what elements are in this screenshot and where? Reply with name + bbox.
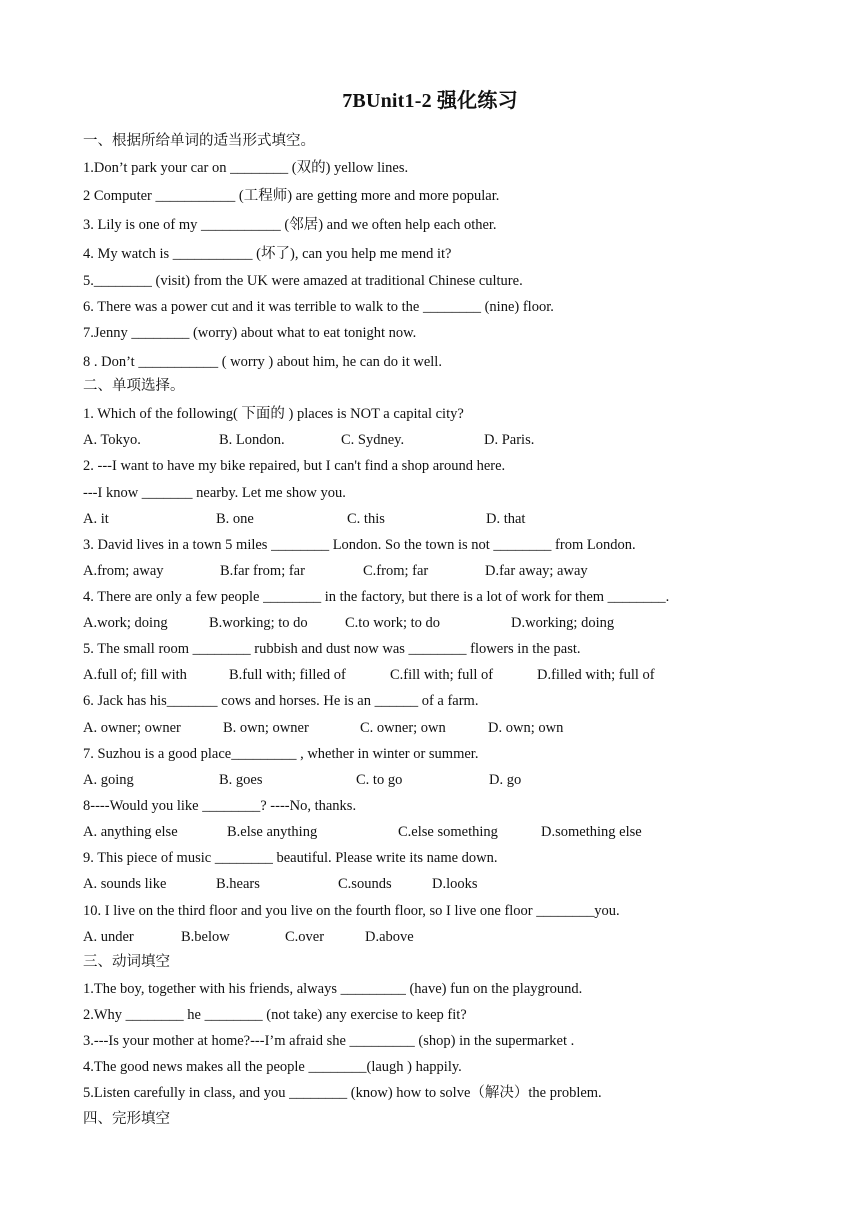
- section1-item-2: 2 Computer ___________ (工程师) are getting more and more popular.: [83, 188, 500, 204]
- question-7: 7. Suzhou is a good place_________ , whether in winter or summer.: [83, 746, 479, 762]
- option-b: B. London.: [219, 432, 285, 448]
- option-d: D.something else: [541, 824, 642, 840]
- section3-item-5: 5.Listen carefully in class, and you ________ (know) how to solve（解决）the problem.: [83, 1085, 602, 1101]
- option-d: D.filled with; full of: [537, 667, 655, 683]
- option-c: C. owner; own: [360, 720, 446, 736]
- section1-item-5: 5.________ (visit) from the UK were amazed at traditional Chinese culture.: [83, 273, 523, 289]
- question-1: 1. Which of the following( 下面的 ) places is NOT a capital city?: [83, 406, 464, 422]
- option-d: D.working; doing: [511, 615, 615, 631]
- option-b: B.working; to do: [209, 615, 308, 631]
- option-b: B.else anything: [227, 824, 318, 840]
- option-b: B.hears: [216, 876, 260, 892]
- option-d: D.above: [365, 929, 414, 945]
- section2-heading: 二、单项选择。: [83, 378, 185, 394]
- option-b: B.full with; filled of: [229, 667, 346, 683]
- option-a: A. going: [83, 772, 134, 788]
- option-a: A. sounds like: [83, 876, 167, 892]
- option-c: C.sounds: [338, 876, 392, 892]
- option-a: A. owner; owner: [83, 720, 181, 736]
- option-c: C.to work; to do: [345, 615, 441, 631]
- option-a: A. anything else: [83, 824, 178, 840]
- option-c: C. to go: [356, 772, 403, 788]
- option-d: D. go: [489, 772, 522, 788]
- section3-heading: 三、动词填空: [83, 954, 170, 970]
- section3-item-2: 2.Why ________ he ________ (not take) any exercise to keep fit?: [83, 1007, 467, 1023]
- section1-item-7: 7.Jenny ________ (worry) about what to eat tonight now.: [83, 325, 417, 341]
- option-a: A.from; away: [83, 563, 164, 579]
- option-a: A.work; doing: [83, 615, 168, 631]
- option-c: C. this: [347, 511, 385, 527]
- question-8: 8----Would you like ________? ----No, thanks.: [83, 798, 357, 814]
- question-9: 9. This piece of music ________ beautiful. Please write its name down.: [83, 850, 498, 866]
- option-b: B.below: [181, 929, 230, 945]
- question-10: 10. I live on the third floor and you live on the fourth floor, so I live one floor ________you.: [83, 903, 620, 919]
- option-b: B.far from; far: [220, 563, 305, 579]
- question-2: 2. ---I want to have my bike repaired, but I can't find a shop around here.: [83, 458, 506, 474]
- option-b: B. goes: [219, 772, 263, 788]
- option-d: D.looks: [432, 876, 478, 892]
- question-3: 3. David lives in a town 5 miles ________ London. So the town is not ________ from London.: [83, 537, 636, 553]
- section3-item-1: 1.The boy, together with his friends, always _________ (have) fun on the playground.: [83, 981, 583, 997]
- option-c: C.else something: [398, 824, 498, 840]
- option-a: A. under: [83, 929, 134, 945]
- option-b: B. own; owner: [223, 720, 309, 736]
- option-c: C.fill with; full of: [390, 667, 494, 683]
- section1-item-3: 3. Lily is one of my ___________ (邻居) and we often help each other.: [83, 217, 497, 233]
- option-d: D. Paris.: [484, 432, 535, 448]
- section1-item-6: 6. There was a power cut and it was terrible to walk to the ________ (nine) floor.: [83, 299, 554, 315]
- question-5: 5. The small room ________ rubbish and dust now was ________ flowers in the past.: [83, 641, 581, 657]
- question-6: 6. Jack has his_______ cows and horses. He is an ______ of a farm.: [83, 693, 479, 709]
- section1-item-4: 4. My watch is ___________ (坏了), can you help me mend it?: [83, 246, 452, 262]
- option-d: D. that: [486, 511, 526, 527]
- question-2-reply: ---I know _______ nearby. Let me show you.: [83, 485, 346, 501]
- option-a: A. it: [83, 511, 109, 527]
- section1-heading: 一、根据所给单词的适当形式填空。: [83, 133, 315, 149]
- option-d: D. own; own: [488, 720, 564, 736]
- section4-heading: 四、完形填空: [83, 1111, 170, 1127]
- section3-item-3: 3.---Is your mother at home?---I’m afraid she _________ (shop) in the supermarket .: [83, 1033, 575, 1049]
- section1-item-8: 8 . Don’t ___________ ( worry ) about him, he can do it well.: [83, 354, 442, 370]
- option-d: D.far away; away: [485, 563, 588, 579]
- option-c: C.over: [285, 929, 325, 945]
- option-c: C. Sydney.: [341, 432, 405, 448]
- option-c: C.from; far: [363, 563, 429, 579]
- section1-item-1: 1.Don’t park your car on ________ (双的) yellow lines.: [83, 160, 409, 176]
- option-a: A.full of; fill with: [83, 667, 187, 683]
- section3-item-4: 4.The good news makes all the people ________(laugh ) happily.: [83, 1059, 462, 1075]
- option-b: B. one: [216, 511, 254, 527]
- question-4: 4. There are only a few people ________ in the factory, but there is a lot of work for them ________.: [83, 589, 670, 605]
- page-title: 7BUnit1-2 强化练习: [342, 90, 518, 112]
- option-a: A. Tokyo.: [83, 432, 141, 448]
